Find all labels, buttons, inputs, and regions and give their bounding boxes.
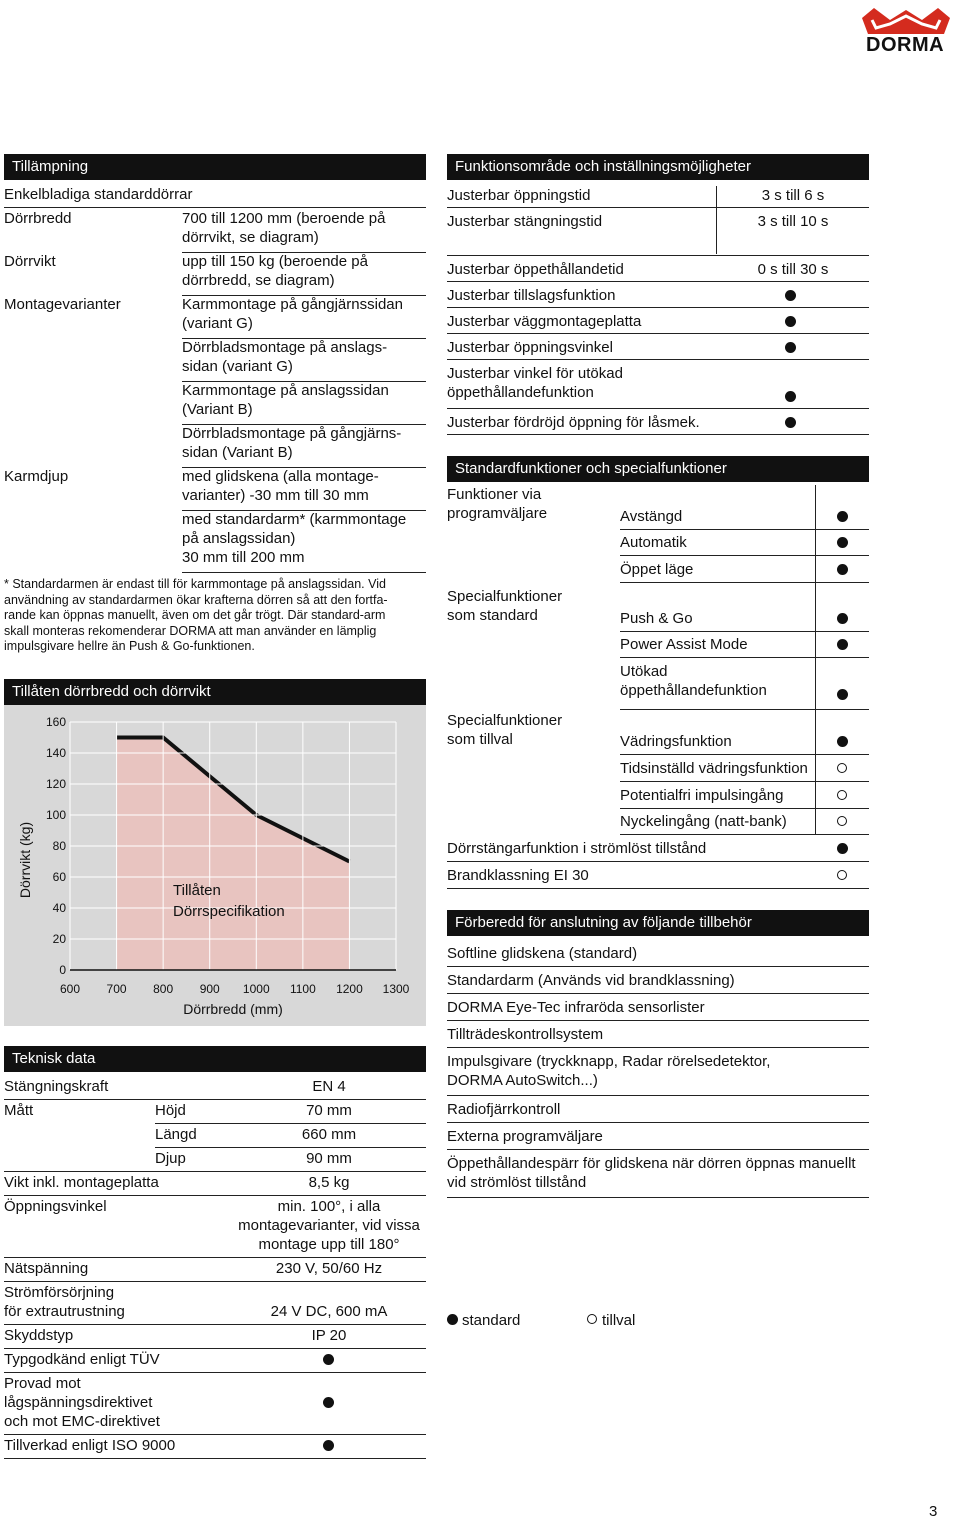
standard-dot-icon — [323, 1440, 334, 1451]
column-divider — [716, 186, 717, 254]
standard-functions-header: Standardfunktioner och specialfunktioner — [447, 456, 869, 482]
function-item-label: Automatik — [620, 534, 687, 551]
function-group-label: Specialfunktioner som standard — [447, 588, 563, 624]
row-divider — [620, 754, 869, 755]
tech-label: Strömförsörjning för extrautrustning — [4, 1284, 125, 1320]
standard-dot-icon — [837, 613, 848, 624]
tech-label: Stängningskraft — [4, 1078, 109, 1095]
row-divider — [620, 582, 869, 583]
row-divider — [447, 1047, 869, 1048]
function-label: Justerbar öppethållandetid — [447, 261, 624, 278]
page-number: 3 — [929, 1503, 938, 1520]
function-item-label: Push & Go — [620, 610, 693, 627]
tech-label: Vikt inkl. montageplatta — [4, 1174, 159, 1191]
row-divider — [4, 1257, 426, 1258]
row-divider — [447, 434, 869, 435]
function-label: Justerbar stängningstid — [447, 213, 603, 230]
area-label: Tillåten — [173, 882, 221, 899]
application-label: Dörrvikt — [4, 253, 56, 270]
accessory-item: Radiofjärrkontroll — [447, 1101, 561, 1118]
standard-dot-icon — [785, 316, 796, 327]
x-tick-label: 1200 — [336, 982, 363, 996]
row-divider — [620, 709, 869, 710]
row-divider — [620, 808, 869, 809]
standard-dot-icon — [837, 511, 848, 522]
application-subtitle: Enkelbladiga standarddörrar — [4, 186, 193, 203]
row-divider — [620, 781, 869, 782]
tech-sub-label: Längd — [155, 1126, 197, 1143]
extra-function-label: Dörrstängarfunktion i strömlöst tillstånd — [447, 840, 707, 857]
function-item-label: Tidsinställd vädringsfunktion — [620, 760, 808, 777]
function-item-label: Utökad öppethållandefunktion — [620, 663, 767, 699]
tech-value: 90 mm — [306, 1150, 352, 1167]
standard-dot-icon — [323, 1397, 334, 1408]
function-label: Justerbar vinkel för utökad öppethållandefunktion — [447, 365, 623, 401]
row-divider — [182, 572, 426, 573]
function-value: 3 s till 6 s — [761, 187, 825, 204]
application-value: Dörrbladsmontage på anslags- sidan (variant G) — [182, 339, 388, 375]
function-item-label: Potentialfri impulsingång — [620, 787, 784, 804]
standard-dot-icon — [837, 564, 848, 575]
accessories-header: Förberedd för anslutning av följande tillbehör — [447, 910, 869, 936]
y-tick-label: 120 — [45, 777, 66, 791]
row-divider — [620, 529, 869, 530]
extra-function-label: Brandklassning EI 30 — [447, 867, 589, 884]
standard-dot-icon — [785, 417, 796, 428]
application-label: Dörrbredd — [4, 210, 72, 227]
row-divider — [447, 333, 869, 334]
tech-header: Teknisk data — [4, 1046, 426, 1072]
row-divider — [4, 1324, 426, 1325]
tech-sub-label: Höjd — [155, 1102, 186, 1119]
row-divider — [447, 1095, 869, 1096]
row-divider — [447, 1197, 869, 1198]
function-item-label: Vädringsfunktion — [620, 733, 732, 750]
dorma-logo — [860, 6, 952, 56]
row-divider — [4, 1281, 426, 1282]
function-label: Justerbar tillslagsfunktion — [447, 287, 616, 304]
row-divider — [4, 1348, 426, 1349]
function-item-label: Power Assist Mode — [620, 636, 748, 653]
row-divider — [4, 1458, 426, 1459]
row-divider — [447, 408, 869, 409]
row-divider — [4, 1195, 426, 1196]
function-value: 3 s till 10 s — [757, 213, 829, 230]
application-value: upp till 150 kg (beroende på dörrbredd, se diagram) — [182, 253, 368, 289]
function-label: Justerbar väggmontageplatta — [447, 313, 642, 330]
application-value: Dörrbladsmontage på gångjärns- sidan (Variant B) — [182, 425, 402, 461]
application-value: med standardarm* (karmmontage på anslagssidan) 30 mm till 200 mm — [182, 511, 407, 566]
row-divider — [620, 631, 869, 632]
x-tick-label: 800 — [153, 982, 174, 996]
accessory-item: Standardarm (Används vid brandklassning) — [447, 972, 735, 989]
application-value: Karmmontage på gångjärnssidan (variant G) — [182, 296, 403, 332]
row-divider — [447, 307, 869, 308]
y-axis-label: Dörrvikt (kg) — [17, 821, 33, 899]
legend-optional-label: tillval — [602, 1312, 636, 1329]
accessory-item: DORMA Eye-Tec infraröda sensorlister — [447, 999, 705, 1016]
accessory-item: Tillträdeskontrollsystem — [447, 1026, 604, 1043]
function-label: Justerbar öppningstid — [447, 187, 591, 204]
application-label: Montagevarianter — [4, 296, 121, 313]
accessory-item: Öppethållandespärr för glidskena när dörren öppnas manuellt vid strömlöst tillstånd — [447, 1155, 856, 1191]
row-divider — [620, 657, 869, 658]
tech-value: 70 mm — [306, 1102, 352, 1119]
tech-label: Mått — [4, 1102, 34, 1119]
row-divider — [620, 555, 869, 556]
row-divider — [447, 1149, 869, 1150]
diagram-panel — [4, 705, 426, 1026]
tech-label: Skyddstyp — [4, 1327, 74, 1344]
allowed-area — [117, 738, 350, 971]
tech-value: EN 4 — [312, 1078, 346, 1095]
function-value: 0 s till 30 s — [757, 261, 829, 278]
optional-dot-icon — [837, 816, 847, 826]
area-label: Dörrspecifikation — [173, 903, 285, 920]
accessory-item: Impulsgivare (tryckknapp, Radar rörelsedetektor, DORMA AutoSwitch...) — [447, 1053, 771, 1089]
row-divider — [447, 207, 869, 208]
weight-width-chart — [4, 705, 426, 1026]
tech-value: 230 V, 50/60 Hz — [275, 1260, 383, 1277]
standard-dot-icon — [785, 342, 796, 353]
x-tick-label: 1100 — [289, 982, 316, 996]
row-divider — [447, 281, 869, 282]
standard-dot-icon — [837, 689, 848, 700]
row-divider — [4, 1434, 426, 1435]
y-tick-label: 20 — [52, 932, 66, 946]
standard-dot-icon — [837, 537, 848, 548]
standard-dot-icon — [837, 843, 848, 854]
function-item-label: Öppet läge — [620, 561, 694, 578]
x-tick-label: 600 — [59, 982, 81, 996]
standard-dot-icon — [323, 1354, 334, 1365]
y-tick-label: 40 — [52, 901, 66, 915]
x-tick-label: 1300 — [382, 982, 410, 996]
accessory-item: Externa programväljare — [447, 1128, 603, 1145]
application-value: med glidskena (alla montage- varianter) -30 mm till 30 mm — [182, 468, 379, 504]
row-divider — [4, 1372, 426, 1373]
row-divider — [155, 1123, 426, 1124]
legend-standard-icon — [447, 1314, 458, 1325]
row-divider — [447, 993, 869, 994]
function-group-label: Specialfunktioner som tillval — [447, 712, 563, 748]
x-tick-label: 700 — [106, 982, 127, 996]
tech-label: Provad mot lågspänningsdirektivet och mot EMC-direktivet — [4, 1375, 160, 1430]
standard-dot-icon — [837, 736, 848, 747]
optional-dot-icon — [837, 763, 847, 773]
x-tick-label: 900 — [199, 982, 220, 996]
tech-value: 24 V DC, 600 mA — [270, 1303, 388, 1320]
standard-dot-icon — [785, 391, 796, 402]
legend-standard-label: standard — [462, 1312, 521, 1329]
tech-value: 660 mm — [301, 1126, 357, 1143]
function-group-label: Funktioner via programväljare — [447, 486, 548, 522]
tech-label: Tillverkad enligt ISO 9000 — [4, 1437, 176, 1454]
standard-dot-icon — [837, 639, 848, 650]
y-tick-label: 140 — [45, 746, 66, 760]
functions-header: Funktionsområde och inställningsmöjligheter — [447, 154, 869, 180]
y-tick-label: 0 — [59, 963, 66, 977]
row-divider — [447, 966, 869, 967]
application-value: 700 till 1200 mm (beroende på dörrvikt, se diagram) — [182, 210, 386, 246]
accessory-item: Softline glidskena (standard) — [447, 945, 638, 962]
optional-dot-icon — [837, 870, 847, 880]
row-divider — [620, 834, 869, 835]
application-header: Tillämpning — [4, 154, 426, 180]
y-tick-label: 160 — [45, 715, 66, 729]
tech-label: Typgodkänd enligt TÜV — [4, 1351, 160, 1368]
tech-label: Nätspänning — [4, 1260, 89, 1277]
row-divider — [447, 1020, 869, 1021]
logo-text: DORMA — [866, 34, 945, 56]
function-label: Justerbar öppningsvinkel — [447, 339, 613, 356]
tech-value: 8,5 kg — [308, 1174, 350, 1191]
y-tick-label: 60 — [52, 870, 66, 884]
function-label: Justerbar fördröjd öppning för låsmek. — [447, 414, 700, 431]
y-tick-label: 100 — [45, 808, 66, 822]
tech-label: Öppningsvinkel — [4, 1198, 107, 1215]
application-value: Karmmontage på anslagssidan (Variant B) — [182, 382, 389, 418]
column-divider — [815, 485, 816, 835]
row-divider — [4, 1099, 426, 1100]
standard-dot-icon — [785, 290, 796, 301]
diagram-header: Tillåten dörrbredd och dörrvikt — [4, 679, 426, 705]
x-tick-label: 1000 — [242, 982, 270, 996]
x-axis-label: Dörrbredd (mm) — [183, 1001, 283, 1017]
row-divider — [447, 861, 869, 862]
tech-value: IP 20 — [311, 1327, 347, 1344]
row-divider — [155, 1147, 426, 1148]
optional-dot-icon — [837, 790, 847, 800]
footnote-text: * Standardarmen är endast till för karmmontage på anslagssidan. Vid användning av standardarmen ökar krafterna dörren så att den fortfa- rande kan öppnas manuellt, även om det går trögt. Där standard-arm skall monteras rekomenderar DORMA att man använder en lämplig impulsgivare hellre än Push & Go-funktionen. — [4, 577, 388, 653]
function-item-label: Avstängd — [620, 508, 683, 525]
row-divider — [447, 888, 869, 889]
function-item-label: Nyckelingång (natt-bank) — [620, 813, 787, 830]
y-tick-label: 80 — [52, 839, 66, 853]
application-label: Karmdjup — [4, 468, 69, 485]
row-divider — [447, 359, 869, 360]
tech-value: min. 100°, i alla montagevarianter, vid vissa montage upp till 180° — [238, 1198, 420, 1253]
row-divider — [4, 1171, 426, 1172]
tech-sub-label: Djup — [155, 1150, 186, 1167]
row-divider — [447, 1122, 869, 1123]
row-divider — [447, 255, 869, 256]
legend-optional-icon — [587, 1314, 597, 1324]
